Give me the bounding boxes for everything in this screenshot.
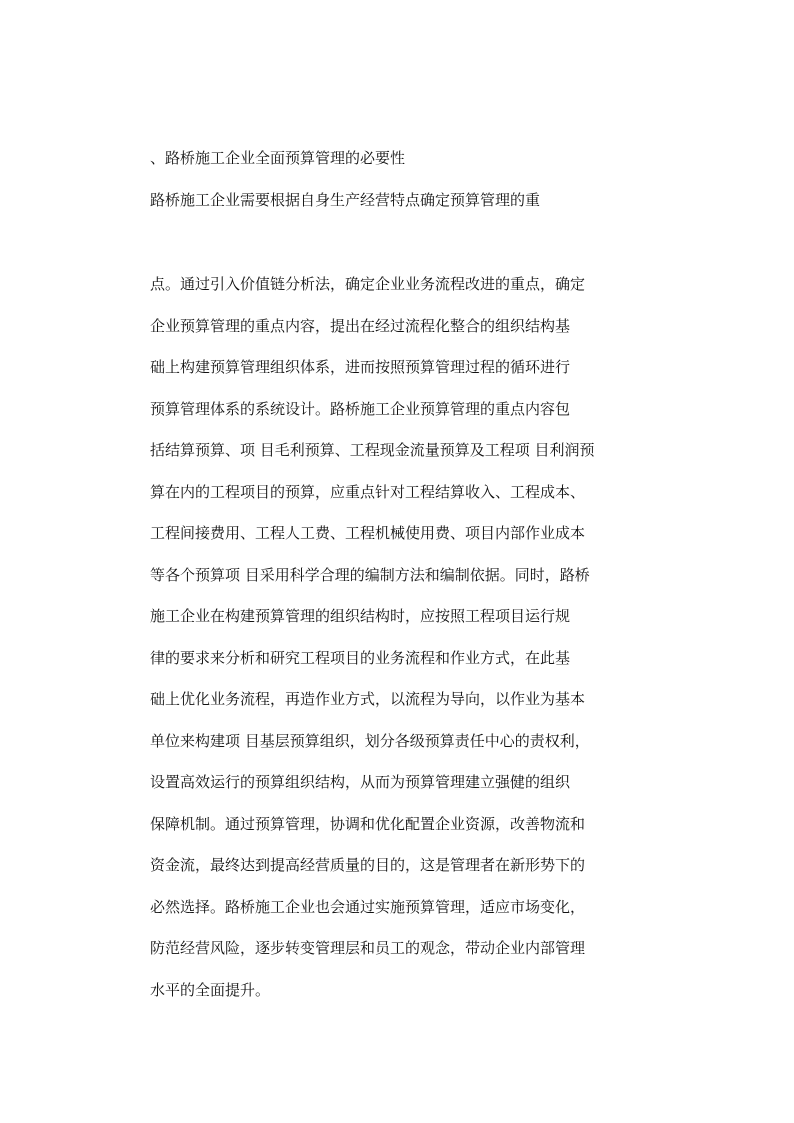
body-line: 防范经营风险，逐步转变管理层和员工的观念，带动企业内部管理 bbox=[150, 939, 586, 957]
body-line: 资金流，最终达到提高经营质量的目的，这是管理者在新形势下的 bbox=[150, 856, 586, 874]
body-line: 点。通过引入价值链分析法，确定企业业务流程改进的重点，确定 bbox=[150, 275, 586, 293]
body-line: 础上构建预算管理组织体系，进而按照预算管理过程的循环进行 bbox=[150, 358, 571, 376]
section-heading: 、路桥施工企业全面预算管理的必要性 bbox=[150, 149, 406, 167]
body-line: 等各个预算项 目采用科学合理的编制方法和编制依据。同时，路桥 bbox=[150, 566, 590, 584]
body-line: 设置高效运行的预算组织结构，从而为预算管理建立强健的组织 bbox=[150, 773, 571, 791]
body-line: 单位来构建项 目基层预算组织，划分各级预算责任中心的责权利， bbox=[150, 732, 590, 750]
body-line: 础上优化业务流程，再造作业方式，以流程为导向，以作业为基本 bbox=[150, 690, 586, 708]
body-line: 律的要求来分析和研究工程项目的业务流程和作业方式，在此基 bbox=[150, 649, 571, 667]
body-line: 施工企业在构建预算管理的组织结构时，应按照工程项目运行规 bbox=[150, 607, 571, 625]
body-line: 水平的全面提升。 bbox=[150, 981, 271, 999]
body-line: 算在内的工程项目的预算，应重点针对工程结算收入、工程成本、 bbox=[150, 483, 586, 501]
intro-line: 路桥施工企业需要根据自身生产经营特点确定预算管理的重 bbox=[150, 191, 541, 209]
body-line: 工程间接费用、工程人工费、工程机械使用费、项目内部作业成本 bbox=[150, 524, 586, 542]
body-line: 括结算预算、项 目毛利预算、工程现金流量预算及工程项 目利润预 bbox=[150, 441, 595, 459]
body-line: 保障机制。通过预算管理，协调和优化配置企业资源，改善物流和 bbox=[150, 815, 586, 833]
body-line: 预算管理体系的系统设计。路桥施工企业预算管理的重点内容包 bbox=[150, 400, 571, 418]
body-line: 必然选择。路桥施工企业也会通过实施预算管理，适应市场变化， bbox=[150, 898, 586, 916]
body-line: 企业预算管理的重点内容，提出在经过流程化整合的组织结构基 bbox=[150, 317, 571, 335]
